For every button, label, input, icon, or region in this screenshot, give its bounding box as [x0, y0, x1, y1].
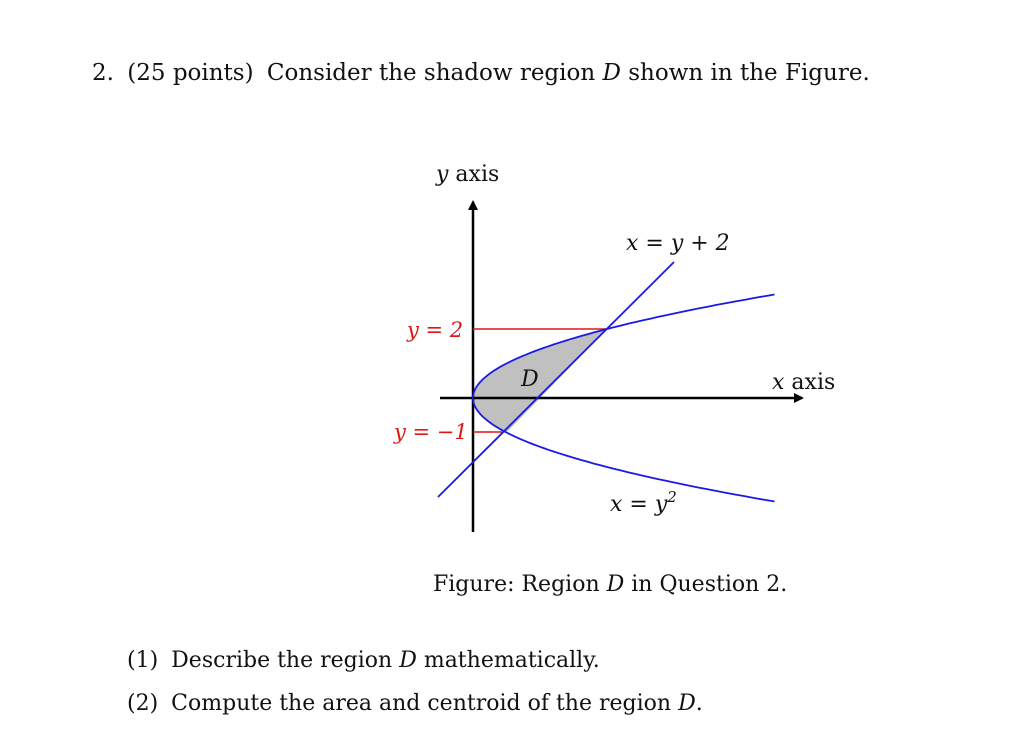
task-region-symbol: D: [399, 648, 417, 673]
question-points: (25 points): [127, 60, 254, 86]
y-axis-label: y axis: [436, 162, 500, 187]
hline-y-minus-1-label: y = −1: [394, 420, 468, 444]
task-item: [127, 691, 703, 716]
region-d-shading: [473, 329, 607, 433]
question-text-after: shown in the Figure.: [628, 60, 870, 86]
region-figure: [370, 150, 870, 550]
task-item: [127, 648, 600, 673]
task-number: (2): [127, 691, 159, 716]
task-region-symbol: D: [678, 691, 696, 716]
caption-prefix: Figure: Region: [433, 572, 600, 597]
question-region-symbol: D: [602, 60, 621, 86]
parabola-equation-label: $x = y^2$: [610, 488, 677, 517]
x-axis-label: x axis: [772, 370, 836, 395]
question-text-before: Consider the shadow region: [266, 60, 596, 86]
question-number: 2.: [92, 60, 114, 86]
task-text-before: Describe the region: [171, 648, 393, 673]
question-statement: [92, 60, 870, 86]
task-number: (1): [127, 648, 159, 673]
caption-region-symbol: D: [606, 572, 625, 597]
line-equation-label: x = y + 2: [626, 231, 730, 256]
task-text-after: .: [695, 691, 703, 716]
task-text-before: Compute the area and centroid of the region: [171, 691, 672, 716]
figure-caption: [433, 572, 787, 597]
hline-y-2-label: y = 2: [407, 318, 464, 342]
caption-suffix: in Question 2.: [631, 572, 788, 597]
task-text-after: mathematically.: [423, 648, 600, 673]
region-d-label: D: [521, 367, 539, 392]
